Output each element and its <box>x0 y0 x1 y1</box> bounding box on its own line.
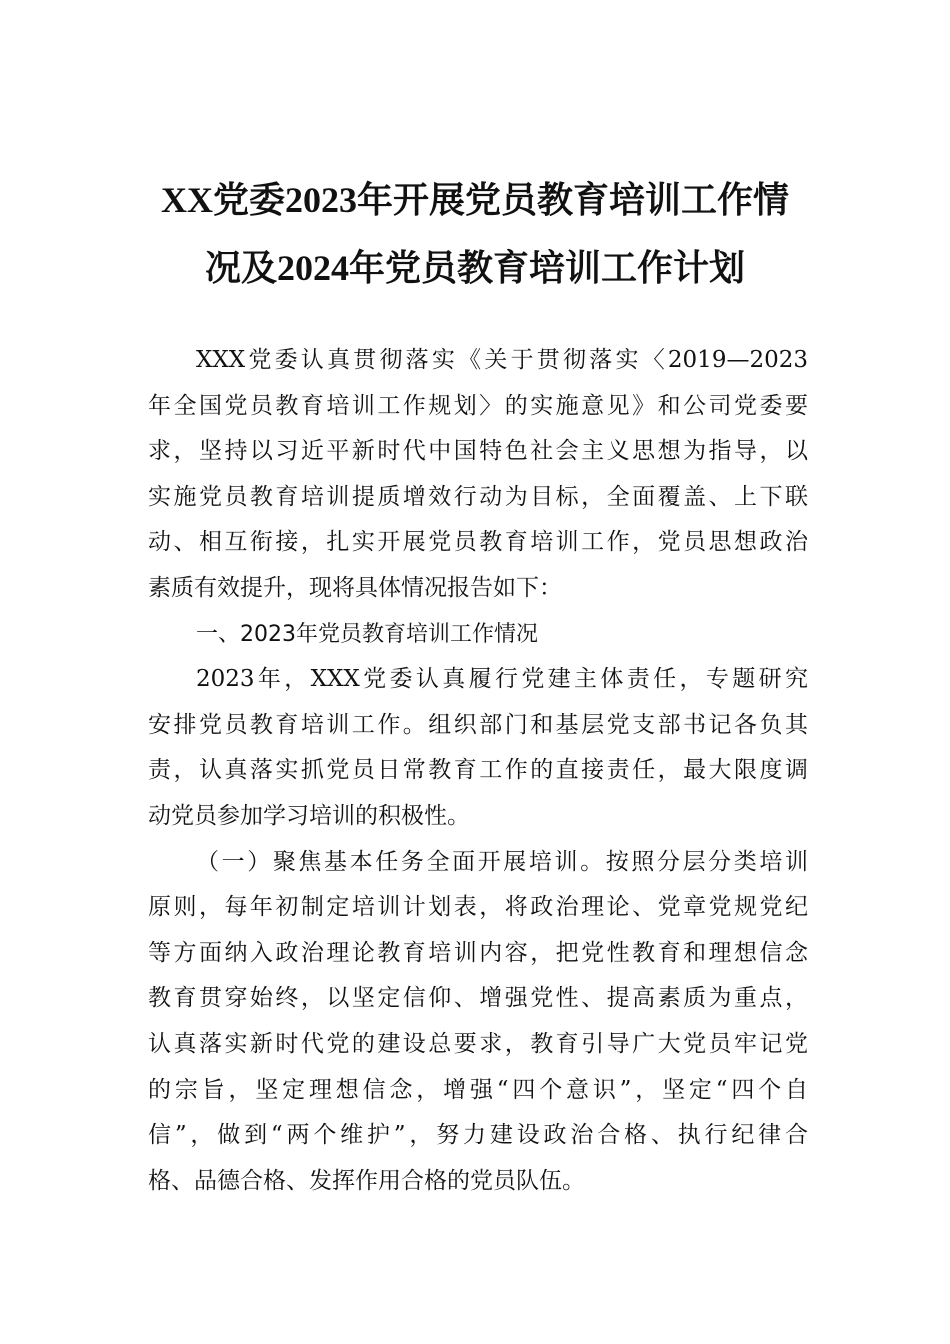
text-line: 动、相互衔接，扎实开展党员教育培训工作，党员思想政治 <box>148 529 808 556</box>
paragraph-basic-tasks <box>148 840 808 1205</box>
section-heading: 一、2023年党员教育培训工作情况 <box>196 621 538 647</box>
text-line: 实施党员教育培训提质增效行动为目标，全面覆盖、上下联 <box>148 483 808 510</box>
text-line: 动党员参加学习培训的积极性。 <box>148 802 470 829</box>
document-title-line-1: XX党委2023年开展党员教育培训工作情 <box>161 180 789 220</box>
document-body <box>148 338 808 1204</box>
text-line: XXX党委认真贯彻落实《关于贯彻落实〈2019—2023 <box>196 347 808 373</box>
document-title-line-2: 况及2024年党员教育培训工作计划 <box>204 248 745 288</box>
paragraph-intro <box>148 338 808 612</box>
paragraph-2023-overview <box>148 657 808 839</box>
text-line: 求，坚持以习近平新时代中国特色社会主义思想为指导，以 <box>148 438 808 465</box>
text-line: 原则，每年初制定培训计划表，将政治理论、党章党规党纪 <box>148 894 808 921</box>
text-line: 安排党员教育培训工作。组织部门和基层党支部书记各负其 <box>148 711 808 738</box>
text-line: 素质有效提升，现将具体情况报告如下： <box>148 574 562 601</box>
text-line: 认真落实新时代党的建设总要求，教育引导广大党员牢记党 <box>148 1030 808 1057</box>
text-line: 教育贯穿始终，以坚定信仰、增强党性、提高素质为重点， <box>148 985 808 1012</box>
text-line: 等方面纳入政治理论教育培训内容，把党性教育和理想信念 <box>148 939 808 966</box>
text-line: 信”，做到“两个维护”，努力建设政治合格、执行纪律合 <box>148 1122 808 1149</box>
text-line: 2023年，XXX党委认真履行党建主体责任，专题研究 <box>196 666 808 693</box>
text-line: 责，认真落实抓党员日常教育工作的直接责任，最大限度调 <box>148 757 808 784</box>
text-line: 年全国党员教育培训工作规划〉的实施意见》和公司党委要 <box>148 392 808 419</box>
text-line: （一）聚焦基本任务全面开展培训。按照分层分类培训 <box>196 848 808 875</box>
text-line: 的宗旨，坚定理想信念，增强“四个意识”，坚定“四个自 <box>148 1076 808 1103</box>
text-line: 格、品德合格、发挥作用合格的党员队伍。 <box>148 1167 585 1194</box>
